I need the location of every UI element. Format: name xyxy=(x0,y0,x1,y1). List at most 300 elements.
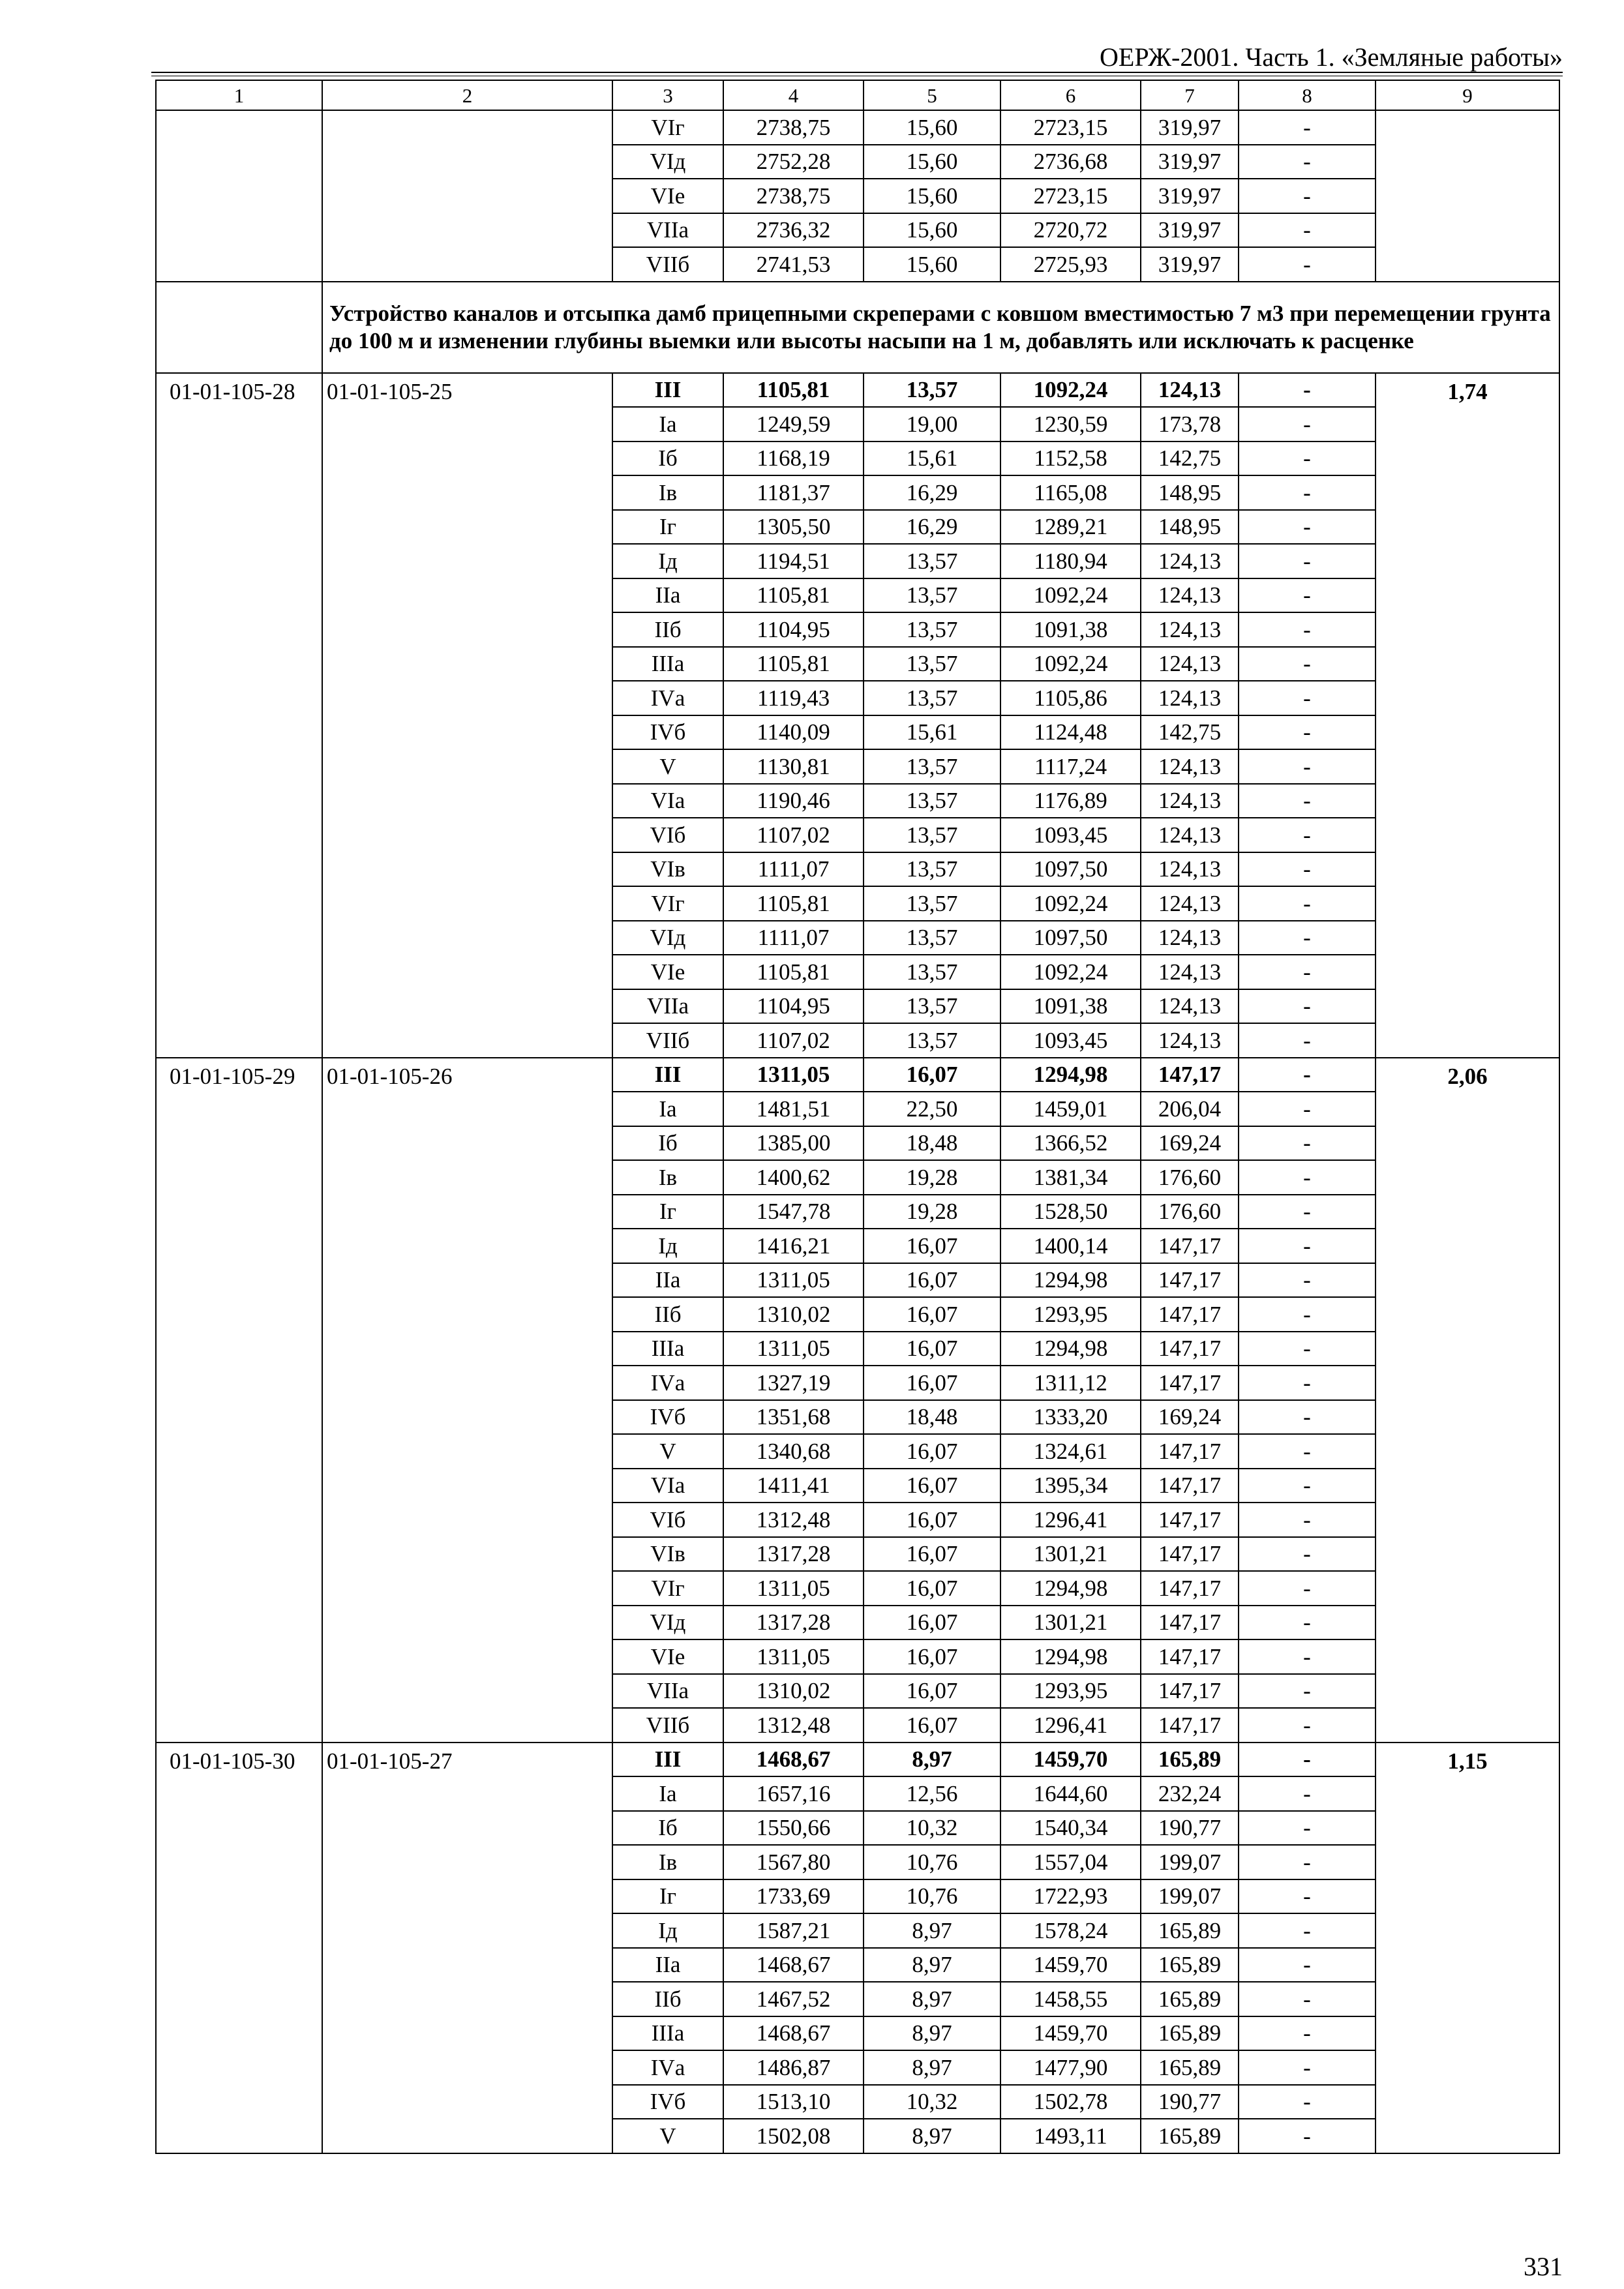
table-cell: VIе xyxy=(612,955,723,989)
table-cell: 1092,24 xyxy=(1000,373,1141,408)
table-cell: VIв xyxy=(612,1537,723,1572)
table-cell: - xyxy=(1239,1126,1376,1161)
table-cell: 8,97 xyxy=(864,2050,1000,2085)
column-number: 7 xyxy=(1141,80,1239,110)
table-cell: 319,97 xyxy=(1141,213,1239,248)
table-cell: 8,97 xyxy=(864,1948,1000,1982)
table-cell: 13,57 xyxy=(864,578,1000,613)
table-cell: - xyxy=(1239,955,1376,989)
table-cell: VIв xyxy=(612,852,723,887)
table-cell: 206,04 xyxy=(1141,1092,1239,1126)
table-cell: 12,56 xyxy=(864,1776,1000,1811)
table-cell: - xyxy=(1239,1297,1376,1332)
table-cell: 165,89 xyxy=(1141,2050,1239,2085)
table-cell: - xyxy=(1239,2050,1376,2085)
table-cell: 165,89 xyxy=(1141,1743,1239,1777)
table-cell: 15,60 xyxy=(864,110,1000,145)
table-cell: 13,57 xyxy=(864,784,1000,818)
table-cell: 1105,81 xyxy=(723,578,864,613)
header-rule xyxy=(151,72,1563,73)
table-cell: III xyxy=(612,373,723,408)
table-cell: - xyxy=(1239,1571,1376,1606)
table-row xyxy=(156,1058,1559,1092)
table-cell: 1092,24 xyxy=(1000,955,1141,989)
table-cell: - xyxy=(1239,475,1376,510)
table-cell: - xyxy=(1239,818,1376,852)
column-number-row xyxy=(156,80,1559,110)
table-cell: 13,57 xyxy=(864,921,1000,955)
table-cell: 1550,66 xyxy=(723,1811,864,1846)
table-cell: 124,13 xyxy=(1141,955,1239,989)
table-cell: IIIа xyxy=(612,647,723,681)
table-cell: - xyxy=(1239,647,1376,681)
table-cell: IIIа xyxy=(612,2016,723,2051)
table-cell: 1111,07 xyxy=(723,921,864,955)
table-cell: 1105,81 xyxy=(723,886,864,921)
table-cell: - xyxy=(1239,2085,1376,2119)
table-cell: 124,13 xyxy=(1141,852,1239,887)
rates-table xyxy=(155,80,1560,2154)
table-cell: 18,48 xyxy=(864,1400,1000,1435)
table-cell: 2723,15 xyxy=(1000,110,1141,145)
table-cell: 1340,68 xyxy=(723,1434,864,1469)
table-cell: 16,07 xyxy=(864,1058,1000,1092)
table-cell: 1092,24 xyxy=(1000,647,1141,681)
table-cell: 1105,81 xyxy=(723,955,864,989)
table-cell: 1093,45 xyxy=(1000,818,1141,852)
coef-cell-empty xyxy=(1376,110,1559,282)
table-cell: 1644,60 xyxy=(1000,1776,1141,1811)
table-cell: - xyxy=(1239,715,1376,750)
table-cell: 124,13 xyxy=(1141,921,1239,955)
table-cell: 13,57 xyxy=(864,818,1000,852)
table-cell: 1293,95 xyxy=(1000,1674,1141,1709)
table-cell: 124,13 xyxy=(1141,1023,1239,1058)
column-number: 1 xyxy=(156,80,322,110)
table-cell: 16,07 xyxy=(864,1674,1000,1709)
table-cell: IVб xyxy=(612,2085,723,2119)
table-cell: 1317,28 xyxy=(723,1606,864,1640)
table-cell: - xyxy=(1239,2119,1376,2153)
table-cell: IIIа xyxy=(612,1332,723,1366)
table-cell: 16,07 xyxy=(864,1434,1000,1469)
rate-code: 01-01-105-30 xyxy=(156,1743,322,2153)
table-cell: IVа xyxy=(612,1366,723,1400)
table-cell: 1567,80 xyxy=(723,1845,864,1879)
table-cell: IVа xyxy=(612,2050,723,2085)
table-cell: 2738,75 xyxy=(723,110,864,145)
table-cell: 147,17 xyxy=(1141,1058,1239,1092)
table-cell: 15,60 xyxy=(864,213,1000,248)
table-cell: 8,97 xyxy=(864,1982,1000,2016)
table-cell: 13,57 xyxy=(864,647,1000,681)
table-cell: 190,77 xyxy=(1141,1811,1239,1846)
table-cell: 1528,50 xyxy=(1000,1195,1141,1229)
table-cell: 1190,46 xyxy=(723,784,864,818)
table-cell: 18,48 xyxy=(864,1126,1000,1161)
table-cell: 147,17 xyxy=(1141,1332,1239,1366)
table-cell: 16,29 xyxy=(864,510,1000,545)
table-cell: - xyxy=(1239,1195,1376,1229)
table-cell: 1459,70 xyxy=(1000,1948,1141,1982)
table-cell: IVа xyxy=(612,681,723,715)
table-cell: IIб xyxy=(612,1297,723,1332)
table-cell: VIб xyxy=(612,1503,723,1537)
table-cell: 1305,50 xyxy=(723,510,864,545)
table-cell: 16,07 xyxy=(864,1332,1000,1366)
base-rate-code: 01-01-105-26 xyxy=(322,1058,612,1743)
table-cell: VIIа xyxy=(612,1674,723,1709)
table-cell: - xyxy=(1239,213,1376,248)
table-cell: 1180,94 xyxy=(1000,544,1141,578)
table-cell: 1294,98 xyxy=(1000,1332,1141,1366)
table-cell: 13,57 xyxy=(864,989,1000,1024)
table-cell: 13,57 xyxy=(864,544,1000,578)
table-cell: 1486,87 xyxy=(723,2050,864,2085)
table-cell: - xyxy=(1239,1982,1376,2016)
table-cell: 1468,67 xyxy=(723,1948,864,1982)
table-cell: 124,13 xyxy=(1141,544,1239,578)
table-cell: 147,17 xyxy=(1141,1503,1239,1537)
table-cell: 1293,95 xyxy=(1000,1297,1141,1332)
table-cell: 147,17 xyxy=(1141,1606,1239,1640)
code-cell-empty xyxy=(156,110,322,282)
table-cell: 1310,02 xyxy=(723,1297,864,1332)
table-cell: 1468,67 xyxy=(723,2016,864,2051)
table-cell: 1416,21 xyxy=(723,1229,864,1263)
table-cell: 16,07 xyxy=(864,1366,1000,1400)
table-cell: 1481,51 xyxy=(723,1092,864,1126)
table-cell: - xyxy=(1239,1708,1376,1743)
table-cell: 1477,90 xyxy=(1000,2050,1141,2085)
table-row xyxy=(156,373,1559,408)
table-cell: 15,60 xyxy=(864,179,1000,213)
table-cell: VIг xyxy=(612,1571,723,1606)
table-cell: 124,13 xyxy=(1141,989,1239,1024)
table-cell: 1557,04 xyxy=(1000,1845,1141,1879)
table-cell: 147,17 xyxy=(1141,1537,1239,1572)
column-number: 5 xyxy=(864,80,1000,110)
table-cell: 1194,51 xyxy=(723,544,864,578)
table-cell: - xyxy=(1239,1229,1376,1263)
table-cell: 1091,38 xyxy=(1000,989,1141,1024)
table-cell: 19,28 xyxy=(864,1195,1000,1229)
table-cell: III xyxy=(612,1058,723,1092)
table-cell: 1733,69 xyxy=(723,1879,864,1914)
table-cell: 16,07 xyxy=(864,1606,1000,1640)
table-cell: 1351,68 xyxy=(723,1400,864,1435)
column-number: 2 xyxy=(322,80,612,110)
table-cell: - xyxy=(1239,749,1376,784)
table-cell: Iг xyxy=(612,510,723,545)
table-cell: 1311,12 xyxy=(1000,1366,1141,1400)
table-cell: 1117,24 xyxy=(1000,749,1141,784)
table-cell: 22,50 xyxy=(864,1092,1000,1126)
table-cell: - xyxy=(1239,1776,1376,1811)
table-cell: 8,97 xyxy=(864,2016,1000,2051)
table-cell: 1547,78 xyxy=(723,1195,864,1229)
table-cell: 147,17 xyxy=(1141,1469,1239,1503)
table-cell: 147,17 xyxy=(1141,1229,1239,1263)
table-cell: 13,57 xyxy=(864,955,1000,989)
table-cell: VIд xyxy=(612,145,723,179)
table-cell: 13,57 xyxy=(864,1023,1000,1058)
table-cell: 190,77 xyxy=(1141,2085,1239,2119)
table-cell: IIб xyxy=(612,612,723,647)
table-cell: 1097,50 xyxy=(1000,921,1141,955)
table-cell: 1104,95 xyxy=(723,989,864,1024)
table-cell: 1327,19 xyxy=(723,1366,864,1400)
table-cell: 10,32 xyxy=(864,1811,1000,1846)
table-cell: VIг xyxy=(612,110,723,145)
table-cell: 1411,41 xyxy=(723,1469,864,1503)
table-cell: 1091,38 xyxy=(1000,612,1141,647)
table-cell: - xyxy=(1239,1674,1376,1709)
table-cell: VIIб xyxy=(612,1023,723,1058)
column-number: 6 xyxy=(1000,80,1141,110)
table-cell: 124,13 xyxy=(1141,612,1239,647)
table-cell: 1130,81 xyxy=(723,749,864,784)
table-cell: Iд xyxy=(612,1229,723,1263)
table-cell: - xyxy=(1239,1366,1376,1400)
section-row xyxy=(156,282,1559,373)
section-title: Устройство каналов и отсыпка дамб прицепными скреперами с ковшом вместимостью 7 м3 при перемещении грунта до 100 м и изменении глубины выемки или высоты насыпи на 1 м, добавлять или исключать к расценке xyxy=(322,282,1559,373)
table-cell: 1140,09 xyxy=(723,715,864,750)
table-row xyxy=(156,1743,1559,1777)
table-cell: - xyxy=(1239,407,1376,441)
table-cell: 15,61 xyxy=(864,441,1000,476)
table-cell: 169,24 xyxy=(1141,1400,1239,1435)
table-cell: - xyxy=(1239,1948,1376,1982)
table-cell: - xyxy=(1239,1811,1376,1846)
table-cell: Iа xyxy=(612,407,723,441)
table-cell: 1467,52 xyxy=(723,1982,864,2016)
coefficient: 2,06 xyxy=(1376,1058,1559,1743)
table-cell: 1105,86 xyxy=(1000,681,1141,715)
table-cell: - xyxy=(1239,1913,1376,1948)
table-cell: 1124,48 xyxy=(1000,715,1141,750)
table-cell: 165,89 xyxy=(1141,2119,1239,2153)
table-cell: 16,07 xyxy=(864,1571,1000,1606)
table-cell: 1468,67 xyxy=(723,1743,864,1777)
table-cell: - xyxy=(1239,1845,1376,1879)
table-cell: 13,57 xyxy=(864,612,1000,647)
table-cell: - xyxy=(1239,544,1376,578)
table-cell: 124,13 xyxy=(1141,818,1239,852)
table-cell: - xyxy=(1239,1639,1376,1674)
table-cell: 142,75 xyxy=(1141,441,1239,476)
table-cell: 1578,24 xyxy=(1000,1913,1141,1948)
table-cell: 19,28 xyxy=(864,1160,1000,1195)
table-cell: - xyxy=(1239,179,1376,213)
table-cell: 1301,21 xyxy=(1000,1606,1141,1640)
table-cell: 319,97 xyxy=(1141,247,1239,282)
table-cell: - xyxy=(1239,247,1376,282)
table-cell: Iг xyxy=(612,1879,723,1914)
table-cell: - xyxy=(1239,612,1376,647)
table-cell: 1502,08 xyxy=(723,2119,864,2153)
table-cell: - xyxy=(1239,1503,1376,1537)
table-cell: 1540,34 xyxy=(1000,1811,1141,1846)
table-cell: 173,78 xyxy=(1141,407,1239,441)
table-cell: 10,32 xyxy=(864,2085,1000,2119)
table-cell: - xyxy=(1239,145,1376,179)
table-cell: 2720,72 xyxy=(1000,213,1141,248)
table-cell: 124,13 xyxy=(1141,373,1239,408)
base-cell-empty xyxy=(322,110,612,282)
table-cell: 15,60 xyxy=(864,145,1000,179)
table-cell: IIа xyxy=(612,578,723,613)
rate-code: 01-01-105-29 xyxy=(156,1058,322,1743)
table-cell: IVб xyxy=(612,715,723,750)
table-cell: 1513,10 xyxy=(723,2085,864,2119)
table-cell: 165,89 xyxy=(1141,1982,1239,2016)
rate-code: 01-01-105-28 xyxy=(156,373,322,1058)
table-cell: 1385,00 xyxy=(723,1126,864,1161)
table-cell: VIд xyxy=(612,921,723,955)
table-cell: 199,07 xyxy=(1141,1845,1239,1879)
table-cell: 1289,21 xyxy=(1000,510,1141,545)
table-cell: 1310,02 xyxy=(723,1674,864,1709)
table-cell: 16,07 xyxy=(864,1503,1000,1537)
table-cell: 10,76 xyxy=(864,1845,1000,1879)
table-cell: 1119,43 xyxy=(723,681,864,715)
table-cell: 1249,59 xyxy=(723,407,864,441)
page-header xyxy=(151,38,1563,74)
table-cell: - xyxy=(1239,1537,1376,1572)
table-cell: - xyxy=(1239,510,1376,545)
base-rate-code: 01-01-105-25 xyxy=(322,373,612,1058)
table-cell: 1333,20 xyxy=(1000,1400,1141,1435)
table-cell: 176,60 xyxy=(1141,1160,1239,1195)
table-cell: Iд xyxy=(612,544,723,578)
table-cell: 1168,19 xyxy=(723,441,864,476)
table-cell: 13,57 xyxy=(864,681,1000,715)
table-cell: - xyxy=(1239,1469,1376,1503)
table-cell: - xyxy=(1239,1092,1376,1126)
base-rate-code: 01-01-105-27 xyxy=(322,1743,612,2153)
table-cell: 147,17 xyxy=(1141,1297,1239,1332)
table-cell: 124,13 xyxy=(1141,886,1239,921)
table-cell: - xyxy=(1239,1743,1376,1777)
table-cell: 2738,75 xyxy=(723,179,864,213)
table-cell: 16,07 xyxy=(864,1229,1000,1263)
table-cell: IIа xyxy=(612,1263,723,1298)
column-number: 8 xyxy=(1239,80,1376,110)
table-cell: 1395,34 xyxy=(1000,1469,1141,1503)
table-cell: 1107,02 xyxy=(723,1023,864,1058)
table-cell: 169,24 xyxy=(1141,1126,1239,1161)
table-cell: 1294,98 xyxy=(1000,1058,1141,1092)
table-cell: 19,00 xyxy=(864,407,1000,441)
table-cell: 16,07 xyxy=(864,1639,1000,1674)
table-cell: 1107,02 xyxy=(723,818,864,852)
table-cell: 13,57 xyxy=(864,886,1000,921)
table-cell: VIIб xyxy=(612,1708,723,1743)
table-cell: 124,13 xyxy=(1141,784,1239,818)
table-cell: - xyxy=(1239,1434,1376,1469)
table-cell: 1317,28 xyxy=(723,1537,864,1572)
column-number: 3 xyxy=(612,80,723,110)
table-cell: 319,97 xyxy=(1141,110,1239,145)
table-cell: 319,97 xyxy=(1141,179,1239,213)
table-cell: 319,97 xyxy=(1141,145,1239,179)
table-cell: 147,17 xyxy=(1141,1571,1239,1606)
table-cell: Iа xyxy=(612,1776,723,1811)
table-cell: VIIа xyxy=(612,213,723,248)
table-cell: 2741,53 xyxy=(723,247,864,282)
table-cell: - xyxy=(1239,1023,1376,1058)
table-cell: 1165,08 xyxy=(1000,475,1141,510)
table-cell: - xyxy=(1239,110,1376,145)
table-cell: 1092,24 xyxy=(1000,886,1141,921)
table-cell: Iг xyxy=(612,1195,723,1229)
table-cell: - xyxy=(1239,1263,1376,1298)
table-cell: 165,89 xyxy=(1141,1948,1239,1982)
table-cell: VIб xyxy=(612,818,723,852)
table-cell: 2736,32 xyxy=(723,213,864,248)
page-number: 331 xyxy=(1524,2252,1563,2281)
table-cell: 16,07 xyxy=(864,1708,1000,1743)
table-cell: 165,89 xyxy=(1141,2016,1239,2051)
table-cell: 176,60 xyxy=(1141,1195,1239,1229)
table-cell: - xyxy=(1239,2016,1376,2051)
table-cell: 147,17 xyxy=(1141,1639,1239,1674)
table-cell: 1093,45 xyxy=(1000,1023,1141,1058)
table-cell: IIб xyxy=(612,1982,723,2016)
table-cell: Iв xyxy=(612,1160,723,1195)
table-cell: 1111,07 xyxy=(723,852,864,887)
table-cell: - xyxy=(1239,921,1376,955)
table-cell: 1296,41 xyxy=(1000,1708,1141,1743)
table-cell: 1311,05 xyxy=(723,1571,864,1606)
table-cell: 13,57 xyxy=(864,749,1000,784)
table-cell: 1296,41 xyxy=(1000,1503,1141,1537)
table-cell: 232,24 xyxy=(1141,1776,1239,1811)
table-cell: V xyxy=(612,2119,723,2153)
table-cell: VIе xyxy=(612,179,723,213)
table-cell: V xyxy=(612,749,723,784)
table-cell: 1312,48 xyxy=(723,1708,864,1743)
table-cell: VIа xyxy=(612,784,723,818)
table-cell: 1400,14 xyxy=(1000,1229,1141,1263)
table-cell: 2736,68 xyxy=(1000,145,1141,179)
table-cell: - xyxy=(1239,1606,1376,1640)
table-cell: Iб xyxy=(612,1126,723,1161)
table-cell: 148,95 xyxy=(1141,510,1239,545)
table-cell: Iб xyxy=(612,1811,723,1846)
table-cell: 142,75 xyxy=(1141,715,1239,750)
table-cell: 1324,61 xyxy=(1000,1434,1141,1469)
table-cell: 1502,78 xyxy=(1000,2085,1141,2119)
table-cell: IVб xyxy=(612,1400,723,1435)
table-cell: 16,29 xyxy=(864,475,1000,510)
header-title: ОЕРЖ-2001. Часть 1. «Земляные работы» xyxy=(1100,42,1563,72)
table-cell: 147,17 xyxy=(1141,1708,1239,1743)
table-cell: 16,07 xyxy=(864,1297,1000,1332)
table-cell: - xyxy=(1239,852,1376,887)
table-cell: 165,89 xyxy=(1141,1913,1239,1948)
table-cell: 124,13 xyxy=(1141,578,1239,613)
table-cell: - xyxy=(1239,1879,1376,1914)
table-cell: 10,76 xyxy=(864,1879,1000,1914)
table-cell: Iв xyxy=(612,1845,723,1879)
table-cell: IIа xyxy=(612,1948,723,1982)
table-cell: - xyxy=(1239,1160,1376,1195)
table-cell: Iд xyxy=(612,1913,723,1948)
table-cell: 1400,62 xyxy=(723,1160,864,1195)
column-number: 9 xyxy=(1376,80,1559,110)
